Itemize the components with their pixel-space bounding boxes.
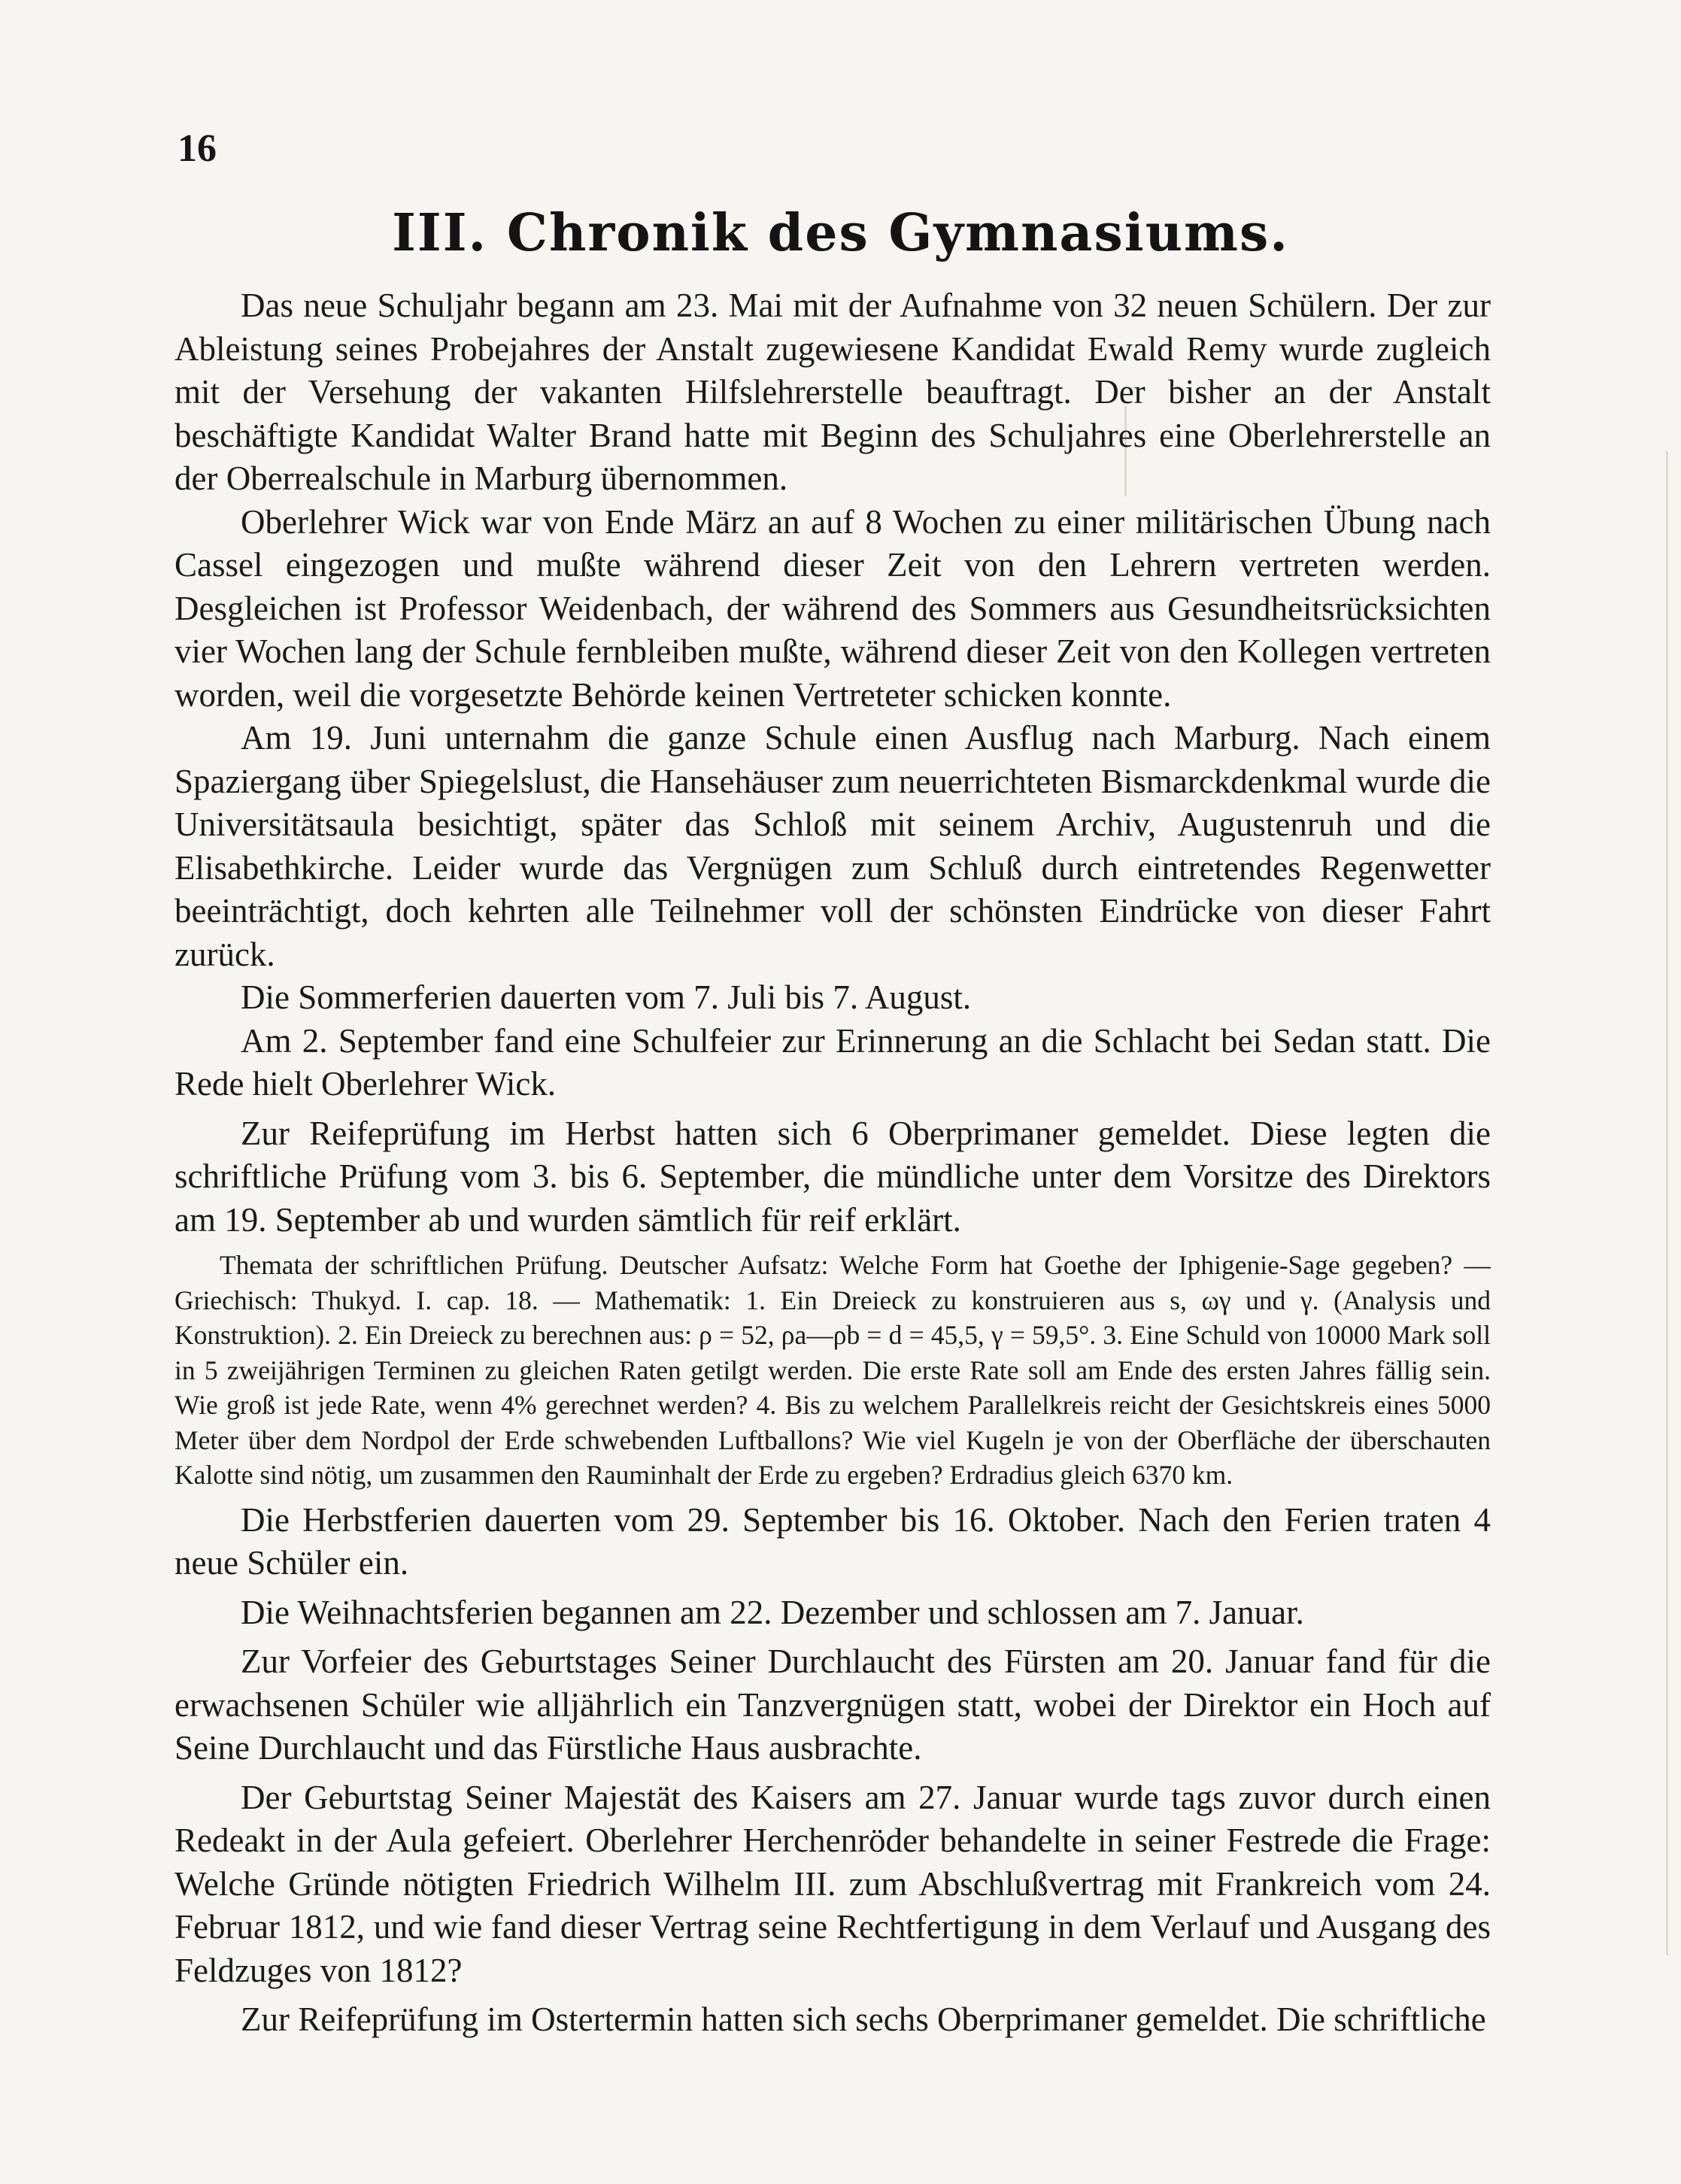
paragraph-autumn-exam: Zur Reifeprüfung im Herbst hatten sich 6 Oberprimaner gemeldet. Diese legten die schriftliche Prüfung vom 3. bis 6. September, die mündliche unter dem Vorsitze des Direktors am 19. September ab und wurden sämtlich für reif erklärt. [174, 1114, 1491, 1239]
page-number: 16 [178, 127, 217, 170]
paragraph-military-exercise: Oberlehrer Wick war von Ende März an auf 8 Wochen zu einer militärischen Übung nach Cassel eingezogen und mußte während dieser Zeit von den Lehrern vertreten werden. Desgleichen ist Professor Weidenbach, der während des Sommers aus Gesundheitsrücksichten vier Wochen lang der Schule fernbleiben mußte, während dieser Zeit von den Kollegen vertreten worden, weil die vorgesetzte Behörde keinen Vertreteter schicken konnte. [174, 502, 1491, 714]
paragraph-excursion-marburg: Am 19. Juni unternahm die ganze Schule einen Ausflug nach Marburg. Nach einem Spaziergang über Spiegelslust, die Hansehäuser zum neuerrichteten Bismarckdenkmal wurde die Universitätsaula besichtigt, später das Schloß mit seinem Archiv, Augustenruh und die Elisabethkirche. Leider wurde das Vergnügen zum Schluß durch eintretendes Regenwetter beeinträchtigt, doch kehrten alle Teilnehmer voll der schönsten Eindrücke von dieser Fahrt zurück. [174, 719, 1491, 973]
paragraph-kaiser-birthday: Der Geburtstag Seiner Majestät des Kaisers am 27. Januar wurde tags zuvor durch einen Redeakt in der Aula gefeiert. Oberlehrer Herchenröder behandelte in seiner Festrede die Frage: Welche Gründe nötigten Friedrich Wilhelm III. zum Abschlußvertrag mit Frankreich vom 24. Februar 1812, und wie fand dieser Vertrag seine Rechtfertigung in dem Verlauf und Ausgang des Feldzuges von 1812? [174, 1778, 1491, 1989]
paragraph-summer-holidays: Die Sommerferien dauerten vom 7. Juli bis 7. August. [241, 978, 972, 1016]
paragraph-prince-birthday: Zur Vorfeier des Geburtstages Seiner Durchlaucht des Fürsten am 20. Januar fand für die erwachsenen Schüler wie alljährlich ein Tanzvergnügen statt, wobei der Direktor ein Hoch auf Seine Durchlaucht und das Fürstliche Haus ausbrachte. [174, 1643, 1491, 1767]
chapter-title: III. Chronik des Gymnasiums. [392, 203, 1289, 263]
paragraph-christmas-holidays: Die Weihnachtsferien begannen am 22. Dezember und schlossen am 7. Januar. [241, 1593, 1304, 1631]
body-text [174, 284, 1491, 2042]
bleed-through-rule [1666, 451, 1668, 1955]
paragraph-new-school-year: Das neue Schuljahr begann am 23. Mai mit der Aufnahme von 32 neuen Schülern. Der zur Ableistung seines Probejahres der Anstalt zugewiesene Kandidat Ewald Remy wurde zugleich mit der Versehung der vakanten Hilfslehrerstelle beauftragt. Der bisher an der Anstalt beschäftigte Kandidat Walter Brand hatte mit Beginn des Schuljahres eine Oberlehrerstelle an der Oberrealschule in Marburg übernommen. [174, 287, 1491, 497]
paragraph-sedan-celebration: Am 2. September fand eine Schulfeier zur Erinnerung an die Schlacht bei Sedan statt. Die Rede hielt Oberlehrer Wick. [174, 1021, 1491, 1103]
paragraph-easter-exam: Zur Reifeprüfung im Ostertermin hatten sich sechs Oberprimaner gemeldet. Die schriftliche [241, 2000, 1486, 2038]
paragraph-autumn-holidays: Die Herbstferien dauerten vom 29. September bis 16. Oktober. Nach den Ferien traten 4 neue Schüler ein. [174, 1500, 1491, 1582]
exam-topics: Themata der schriftlichen Prüfung. Deutscher Aufsatz: Welche Form hat Goethe der Iphigenie-Sage gegeben? — Griechisch: Thukyd. I. cap. 18. — Mathematik: 1. Ein Dreieck zu konstruieren aus s, ωγ und γ. (Analysis und Konstruktion). 2. Ein Dreieck zu berechnen aus: ρ = 52, ρa—ρb = d = 45,5, γ = 59,5°. 3. Eine Schuld von 10000 Mark soll in 5 zweijährigen Terminen zu gleichen Raten getilgt werden. Die erste Rate soll am Ende des ersten Jahres fällig sein. Wie groß ist jede Rate, wenn 4% gerechnet werden? 4. Bis zu welchem Parallelkreis reicht der Gesichtskreis eines 5000 Meter über dem Nordpol der Erde schwebenden Luftballons? Wie viel Kugeln je von der Oberfläche der überschauten Kalotte sind nötig, um zusammen den Rauminhalt der Erde zu ergeben? Erdradius gleich 6370 km. [174, 1250, 1491, 1490]
